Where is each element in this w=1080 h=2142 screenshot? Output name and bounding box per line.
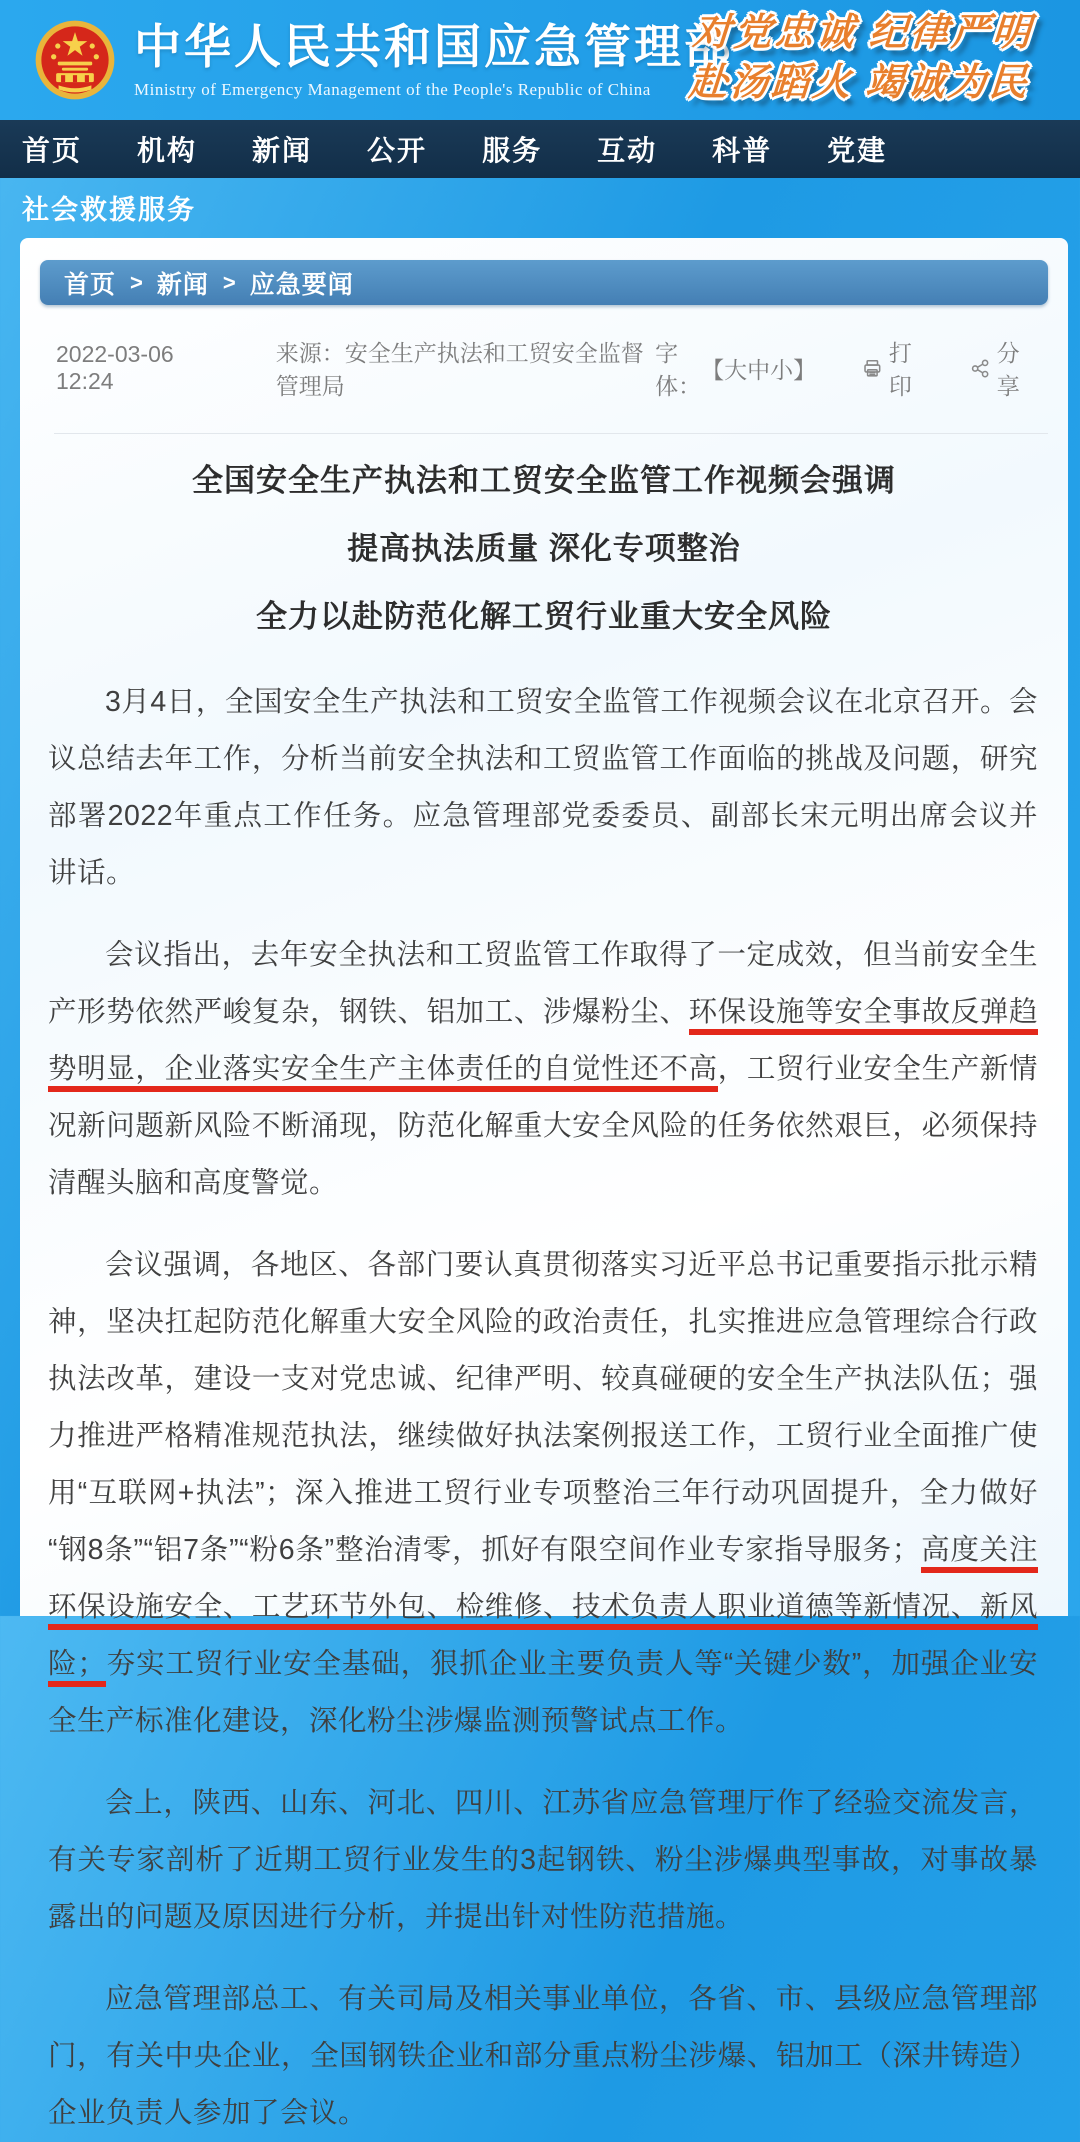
paragraph-text: 会议强调，各地区、各部门要认真贯彻落实习近平总书记重要指示批示精神，坚决扛起防范化解重大安全风险的政治责任，扎实推进应急管理综合行政执法改革，建设一支对党忠诚、纪律严明、较真碰硬的安全生产执法队伍；强力推进严格精准规范执法，继续做好执法案例报送工作，工贸行业全面推广使用“互联网+执法”；深入推进工贸行业专项整治三年行动巩固提升，全力做好“钢8条”“铝7条”“粉6条”整治清零，抓好有限空间作业专家指导服务； (48, 1249, 1038, 1566)
sub-nav (0, 178, 1080, 236)
breadcrumb-home[interactable]: 首页 (64, 270, 117, 299)
meta-divider (54, 433, 1048, 434)
paragraph (48, 1237, 1038, 1750)
nav-item-party[interactable]: 党建 (827, 135, 888, 166)
paragraph-text: 应急管理部总工、有关司局及相关事业单位，各省、市、县级应急管理部门，有关中央企业，全国钢铁企业和部分重点粉尘涉爆、铝加工（深井铸造）企业负责人参加了会议。 (48, 1983, 1038, 2129)
paragraph-text: 3月4日，全国安全生产执法和工贸安全监管工作视频会议在北京召开。会议总结去年工作，分析当前安全执法和工贸监管工作面临的挑战及问题，研究部署2022年重点工作任务。应急管理部党委委员、副部长宋元明出席会议并讲话。 (48, 686, 1038, 889)
slogan-line-1: 对党忠诚 纪律严明 (691, 12, 1036, 54)
header-slogan (688, 8, 1036, 108)
breadcrumb-current[interactable]: 应急要闻 (249, 270, 354, 299)
article-source: 来源：安全生产执法和工贸安全监督管理局 (275, 340, 644, 399)
article-meta-row (56, 335, 1032, 401)
red-underlined-text: 环保设施等安全事故反弹趋势明显，企业落实安全生产主体责任的自觉性还不高 (48, 996, 1038, 1092)
red-underlined-text: 高度关注环保设施安全、工艺环节外包、检维修、技术负责人职业道德等新情况、新风险； (48, 1534, 1038, 1687)
nav-item-science[interactable]: 科普 (712, 135, 773, 166)
article-title-line-2: 提高执法质量 深化专项整治 (347, 531, 741, 566)
breadcrumb (40, 260, 1048, 305)
content-card (20, 238, 1068, 2129)
national-emblem-icon (34, 19, 116, 101)
nav-item-service[interactable]: 服务 (482, 135, 543, 166)
site-title: 中华人民共和国应急管理部 (134, 20, 734, 73)
publish-datetime: 2022-03-06 12:24 (56, 341, 174, 394)
breadcrumb-news[interactable]: 新闻 (156, 270, 209, 299)
breadcrumb-separator: > (222, 269, 236, 295)
font-size-small-button[interactable]: 小 (770, 356, 794, 383)
nav-item-news[interactable]: 新闻 (252, 135, 313, 166)
article-title-line-3: 全力以赴防范化解工贸行业重大安全风险 (256, 599, 832, 634)
slogan-line-2: 赴汤蹈火 竭诚为民 (688, 62, 1032, 104)
print-label: 打印 (888, 340, 912, 399)
share-label: 分享 (996, 340, 1020, 399)
printer-icon (862, 355, 883, 382)
paragraph (48, 674, 1038, 902)
breadcrumb-separator: > (130, 269, 143, 295)
site-header (0, 0, 1080, 120)
share-button[interactable] (970, 335, 1032, 401)
article-title-line-1: 全国安全生产执法和工贸安全监管工作视频会强调 (192, 463, 896, 498)
paragraph-text: ，工贸行业安全生产新情况新问题新风险不断涌现，防范化解重大安全风险的任务依然艰巨，必须保持清醒头脑和高度警觉。 (48, 1053, 1038, 1199)
site-subtitle-en: Ministry of Emergency Management of the People's Republic of China (134, 80, 651, 99)
font-size-medium-button[interactable]: 中 (747, 356, 771, 383)
paragraph (48, 927, 1038, 1212)
font-size-bracket-close: 】 (793, 356, 817, 383)
font-size-label: 字体： (655, 340, 702, 399)
font-size-bracket-open: 【 (701, 356, 725, 383)
font-size-control (655, 335, 816, 401)
font-size-large-button[interactable]: 大 (724, 356, 748, 383)
nav-item-open[interactable]: 公开 (367, 135, 428, 166)
article-body (48, 674, 1038, 2142)
share-icon (970, 355, 991, 382)
subnav-label-social-rescue[interactable]: 社会救援服务 (22, 194, 196, 225)
main-nav (0, 120, 1080, 178)
paragraph-text: 夯实工贸行业安全基础，狠抓企业主要负责人等“关键少数”，加强企业安全生产标准化建设，深化粉尘涉爆监测预警试点工作。 (48, 1648, 1038, 1737)
paragraph (48, 1971, 1038, 2142)
article-title (20, 464, 1068, 634)
nav-item-org[interactable]: 机构 (137, 135, 198, 166)
print-button[interactable] (862, 335, 924, 401)
nav-item-interact[interactable]: 互动 (597, 135, 658, 166)
paragraph (48, 1775, 1038, 1946)
paragraph-text: 会上，陕西、山东、河北、四川、江苏省应急管理厅作了经验交流发言，有关专家剖析了近期工贸行业发生的3起钢铁、粉尘涉爆典型事故，对事故暴露出的问题及原因进行分析，并提出针对性防范措施。 (48, 1787, 1038, 1933)
paragraph-text: 会议指出，去年安全执法和工贸监管工作取得了一定成效，但当前安全生产形势依然严峻复杂，钢铁、铝加工、涉爆粉尘、 (48, 939, 1038, 1028)
nav-item-home[interactable]: 首页 (22, 135, 83, 166)
